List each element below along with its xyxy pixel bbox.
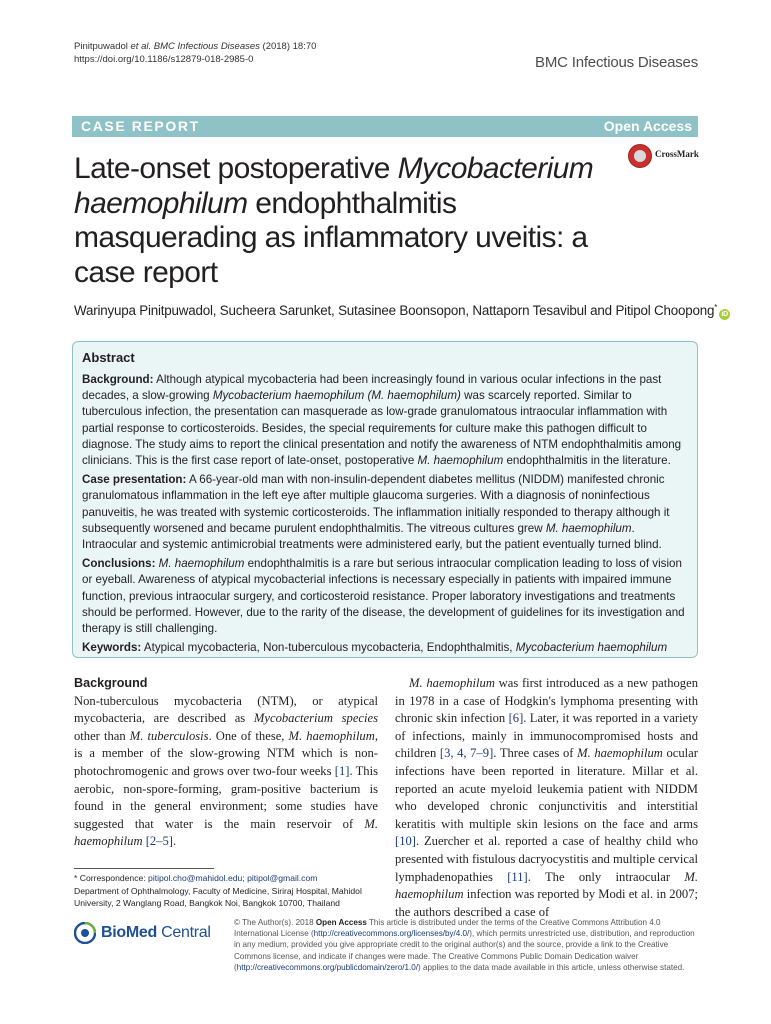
body-text: other than (74, 728, 130, 743)
keywords-organism: Mycobacterium haemophilum (515, 641, 668, 655)
author-names: Warinyupa Pinitpuwadol, Sucheera Sarunket, Sutasinee Boonsopon, Nattaporn Tesavibul and Pitipol Choopong (74, 303, 715, 318)
license-text: © The Author(s). 2018 (234, 918, 316, 927)
keywords-label: Keywords: (82, 641, 142, 655)
abstract-case-text-2: . Intraocular and systemic antimicrobial treatments were administered early, but the patient eventually turned blind. (82, 521, 662, 552)
reference-link[interactable]: [1] (334, 763, 350, 778)
email-link[interactable]: pitipol.cho@mahidol.edu (148, 873, 243, 883)
license-open-access: Open Access (315, 918, 367, 927)
reference-link[interactable]: [3, 4, 7–9] (439, 746, 494, 761)
article-type-banner (72, 116, 698, 137)
crossmark-label: CrossMark (655, 149, 699, 159)
citation-etal: et al. (130, 41, 152, 52)
abstract-conclusions (82, 556, 688, 637)
title-part-1: Late-onset postoperative (74, 152, 398, 185)
body-column-right (395, 675, 698, 921)
crossmark-icon (628, 144, 652, 168)
abstract-background-organism: Mycobacterium haemophilum (M. haemophilum) (212, 389, 461, 403)
orcid-icon[interactable]: iD (719, 309, 730, 320)
footnote-divider (74, 868, 214, 869)
abstract-box (72, 341, 698, 658)
body-text: . Zuercher et al. reported a case of healthy child who presented with fistulous dacryocystitis and multiple cervical lymphadenopathies (395, 834, 698, 884)
article-title (74, 152, 634, 290)
body-italic: M. haemophilum (409, 676, 495, 690)
abstract-case-label: Case presentation: (82, 473, 187, 487)
logo-light: Central (156, 924, 211, 941)
abstract-background-text: Although atypical mycobacteria had been increasingly found in various ocular infections in the past decades, a slow-growing (82, 373, 662, 403)
correspondence-label: * Correspondence: (74, 873, 149, 883)
abstract-conclusions-organism: M. haemophilum (155, 557, 245, 571)
body-text: was first introduced as a new pathogen in 1978 in a case of Hodgkin's lymphoma presenting with chronic skin infection (395, 676, 698, 726)
license-statement (234, 917, 699, 973)
citation-volume: (2018) 18:70 (262, 41, 317, 52)
citation-header (74, 40, 316, 66)
body-text: . (173, 834, 177, 849)
abstract-background-text-3: endophthalmitis in the literature. (503, 454, 671, 468)
open-access-label: Open Access (603, 118, 692, 134)
email-link[interactable]: pitipol@gmail.com (247, 873, 318, 883)
abstract-background (82, 372, 688, 469)
title-part-3: endophthalmitis masquerading as inflammatory uveitis: a case report (74, 186, 588, 289)
abstract-conclusions-label: Conclusions: (82, 557, 156, 571)
abstract-background-text-2: was scarcely reported. Similar to tuberculous infection, the presentation can masquerade as low-grade granulomatous intraocular inflammation with partial response to corticosteroids. Besides, the special requirements for culture make this pathogen difficult to diagnose. The study aims to report the clinical presentation and notify the awareness of NTM endophthalmitis among clinicians. This is the first case report of late-onset, postoperative (82, 389, 682, 468)
title-italic-organism: Mycobacterium haemophilum (74, 152, 594, 220)
biomed-central-logo (74, 920, 222, 950)
body-column-left (74, 675, 378, 851)
biomed-central-logo-icon (74, 922, 96, 944)
body-text: . The only intraocular (527, 869, 685, 884)
biomed-central-wordmark (101, 924, 211, 942)
citation-authors: Pinitpuwadol (74, 41, 128, 52)
abstract-keywords (82, 640, 688, 656)
body-text: ocular infections have been reported in literature. Millar et al. reported an acute myeloid leukemia patient with NIDDM who developed chronic conjunctivitis and interstitial keratitis with multiple skin lesions on the face and arms (395, 746, 698, 831)
abstract-case (82, 472, 688, 553)
body-text: infection was reported by Modi et al. in 2007; the authors described a case of (395, 887, 698, 919)
body-text: . Three cases of (493, 746, 578, 761)
reference-link[interactable]: [6] (508, 711, 524, 726)
reference-link[interactable]: [2–5] (145, 834, 173, 849)
body-italic: M. tuberculosis (129, 728, 209, 743)
body-italic: M. haemophilum (74, 816, 378, 849)
reference-link[interactable]: [11] (507, 869, 528, 884)
abstract-body (82, 372, 688, 659)
crossmark-badge[interactable] (628, 144, 748, 170)
abstract-background-label: Background: (82, 373, 154, 386)
correspondence-footnote (74, 872, 378, 910)
article-type-label: CASE REPORT (81, 118, 200, 134)
body-text: . Later, it was reported in a variety of infections, mainly in immunocompromised hosts and children (395, 711, 698, 761)
keywords-text: Atypical mycobacteria, Non-tuberculous mycobacteria, Endophthalmitis, (141, 641, 516, 655)
section-heading-background: Background (74, 676, 148, 690)
email-separator: ; (242, 873, 248, 883)
reference-link[interactable]: [10] (395, 834, 416, 849)
license-link[interactable]: http://creativecommons.org/licenses/by/4.0/ (313, 929, 470, 939)
crossmark-icon-inner (634, 150, 646, 162)
affiliation: Department of Ophthalmology, Faculty of Medicine, Siriraj Hospital, Mahidol University, 2 Wanglang Road, Bangkok Noi, Bangkok 10700, Thailand (74, 885, 362, 908)
journal-name: BMC Infectious Diseases (535, 54, 698, 71)
body-text: Non-tuberculous mycobacteria (NTM), or atypical mycobacteria, are described as (74, 693, 378, 726)
body-italic: M. haemophilum (288, 728, 375, 743)
abstract-heading: Abstract (82, 350, 135, 365)
logo-bold: BioMed (101, 924, 157, 941)
abstract-case-organism: M. haemophilum (545, 521, 632, 535)
license-text: ) applies to the data made available in this article, unless otherwise stated. (418, 962, 685, 972)
body-text: , is a member of the slow-growing NTM which is non-photochromogenic and grows over two-four weeks (74, 728, 378, 778)
author-list (74, 303, 730, 320)
body-text: . This aerobic, non-spore-forming, gram-positive bacterium is found in the general environment; some studies have suggested that water is the main reservoir of (74, 763, 379, 831)
abstract-case-text: A 66-year-old man with non-insulin-dependent diabetes mellitus (NIDDM) manifested chronic granulomatous inflammation in the left eye after multiple glaucoma surgeries. With a diagnosis of noninfectious panuveitis, he was treated with systemic corticosteroids. The inflammation initially responded to therapy although it subsequently worsened and became purulent endophthalmitis. The vitreous cultures grew (82, 473, 670, 535)
abstract-conclusions-text: endophthalmitis is a rare but serious intraocular complication leading to loss of vision or eyeball. Awareness of atypical mycobacterial infections is necessary especially in patients with impaired immune function, previous intraocular surgery, and corticosteroid resistance. Proper laboratory investigations and treatments should be performed. However, due to the rarity of the disease, the development of guidelines for its investigation and therapy is still challenging. (82, 557, 685, 636)
body-italic: Mycobacterium species (253, 711, 379, 726)
corresponding-author-marker: * (714, 303, 718, 312)
body-italic: M. haemophilum (395, 869, 699, 902)
license-text: ), which permits unrestricted use, distribution, and reproduction in any medium, provided you give appropriate credit to the original author(s) and the source, provide a link to the Creative Commons license, and indicate if changes were made. The Creative Commons Public Domain Dedication waiver ( (234, 929, 695, 972)
doi-link[interactable]: https://doi.org/10.1186/s12879-018-2985-0 (74, 54, 254, 65)
license-link[interactable]: http://creativecommons.org/publicdomain/zero/1.0/ (236, 962, 419, 972)
body-text: . One of these, (208, 728, 289, 743)
license-text: This article is distributed under the terms of the Creative Commons Attribution 4.0 International License ( (234, 918, 661, 939)
body-paragraph-2 (395, 675, 698, 921)
abstract-background-organism-2: M. haemophilum (417, 454, 504, 468)
body-italic: M. haemophilum (577, 746, 663, 761)
body-paragraph-1 (74, 693, 378, 851)
citation-journal: BMC Infectious Diseases (153, 41, 260, 52)
